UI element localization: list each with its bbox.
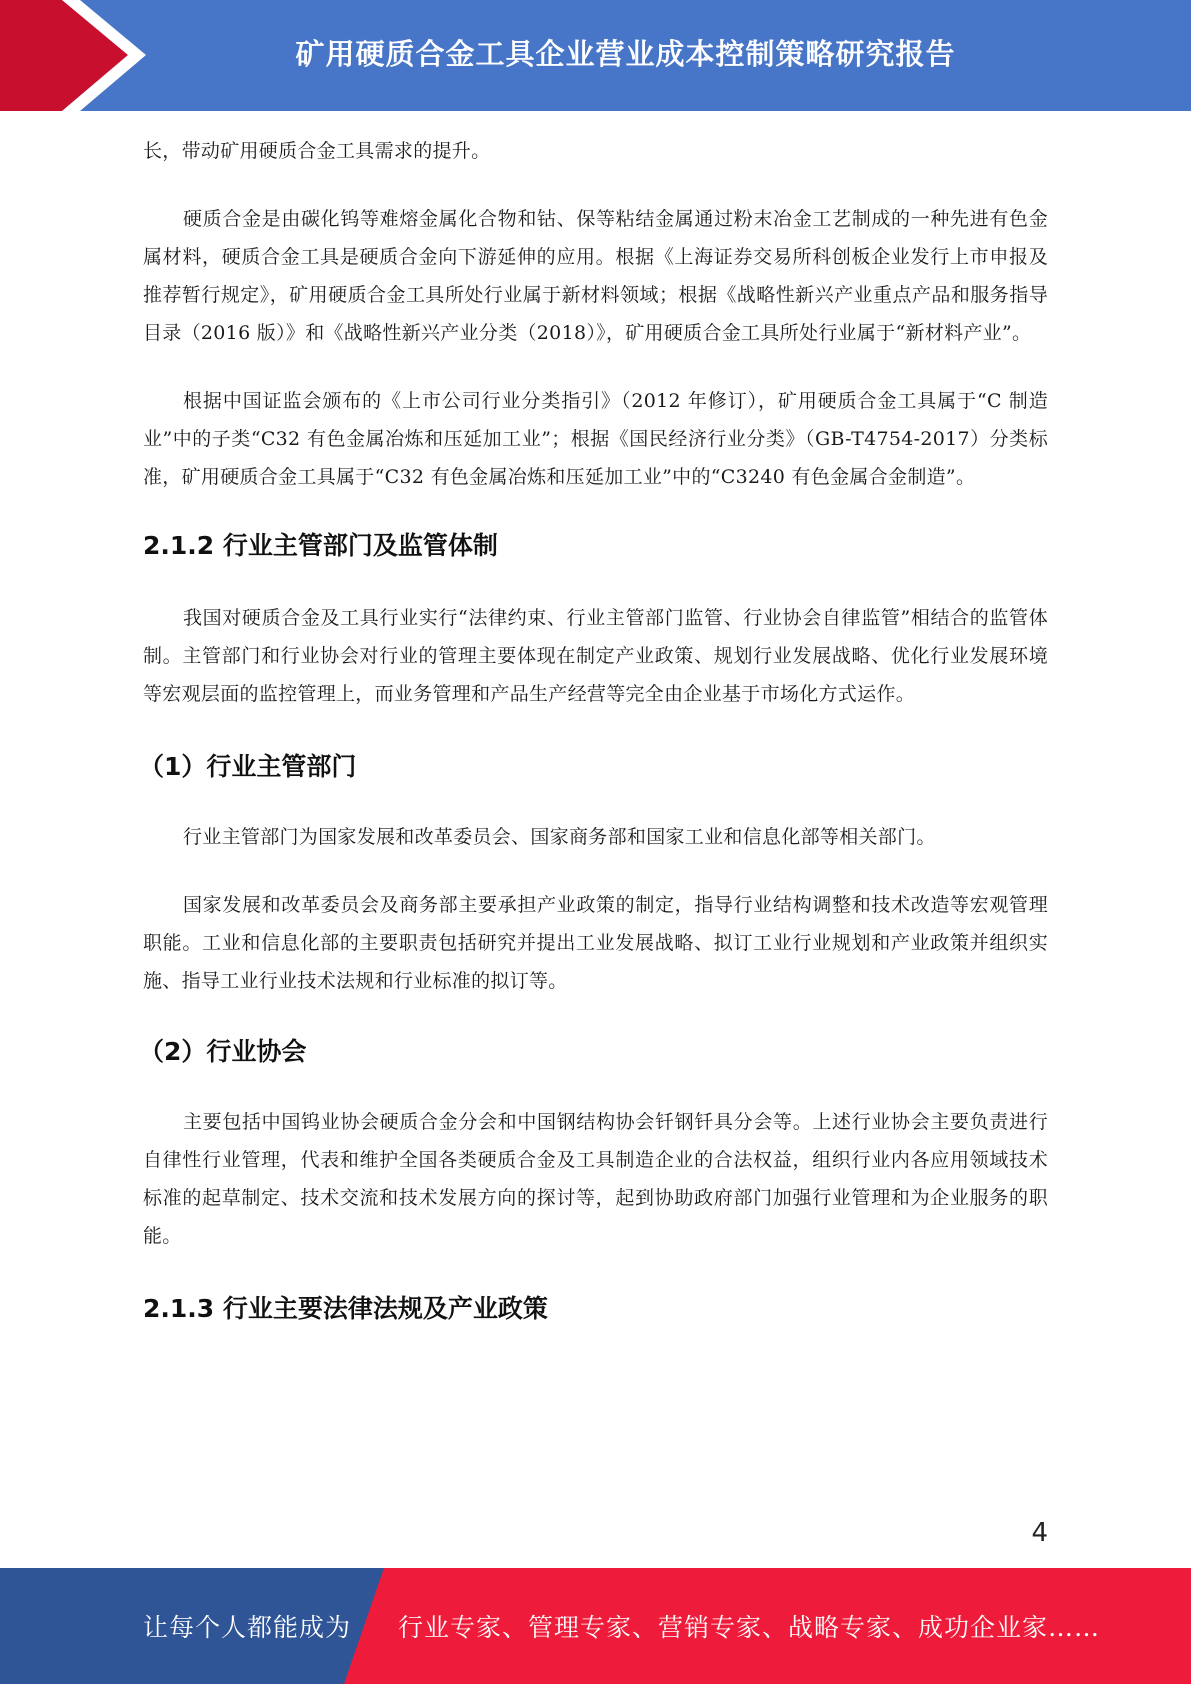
document-body — [139, 132, 1048, 1325]
section-heading-2-1-3: 2.1.3 行业主要法律法规及产业政策 — [143, 1294, 548, 1323]
report-title: 矿用硬质合金工具企业营业成本控制策略研究报告 — [295, 36, 956, 71]
paragraph-authorities: 行业主管部门为国家发展和改革委员会、国家商务部和国家工业和信息化部等相关部门。 — [183, 826, 936, 848]
page-header — [0, 0, 1191, 111]
paragraph-carbide-definition: 硬质合金是由碳化钨等难熔金属化合物和钴、保等粘结金属通过粉末冶金工艺制成的一种先进有色金属材料，硬质合金工具是硬质合金向下游延伸的应用。根据《上海证券交易所科创板企业发行上市申报及推荐暂行规定》，矿用硬质合金工具所处行业属于新材料领域；根据《战略性新兴产业重点产品和服务指导目录（2016 版）》和《战略性新兴产业分类（2018）》，矿用硬质合金工具所处行业属于“新材料产业”。 — [143, 208, 1048, 344]
paragraph-authority-duties: 国家发展和改革委员会及商务部主要承担产业政策的制定，指导行业结构调整和技术改造等宏观管理职能。工业和信息化部的主要职责包括研究并提出工业发展战略、拟订工业行业规划和产业政策并组织实施、指导工业行业技术法规和行业标准的拟订等。 — [143, 894, 1048, 992]
subheading-associations: （2）行业协会 — [139, 1037, 307, 1066]
footer-slogan-right: 行业专家、管理专家、营销专家、战略专家、成功企业家…… — [398, 1613, 1101, 1642]
paragraph-continuation: 长，带动矿用硬质合金工具需求的提升。 — [143, 140, 491, 162]
paragraph-regulatory-system: 我国对硬质合金及工具行业实行“法律约束、行业主管部门监管、行业协会自律监管”相结合的监管体制。主管部门和行业协会对行业的管理主要体现在制定产业政策、规划行业发展战略、优化行业发展环境等宏观层面的监控管理上，而业务管理和产品生产经营等完全由企业基于市场化方式运作。 — [143, 607, 1048, 705]
page-footer — [0, 1568, 1191, 1684]
page-number: 4 — [1031, 1518, 1048, 1548]
paragraph-associations: 主要包括中国钨业协会硬质合金分会和中国钢结构协会钎钢钎具分会等。上述行业协会主要负责进行自律性行业管理，代表和维护全国各类硬质合金及工具制造企业的合法权益，组织行业内各应用领域技术标准的起草制定、技术交流和技术发展方向的探讨等，起到协助政府部门加强行业管理和为企业服务的职能。 — [143, 1111, 1048, 1247]
subheading-authorities: （1）行业主管部门 — [139, 752, 357, 781]
section-heading-2-1-2: 2.1.2 行业主管部门及监管体制 — [143, 531, 498, 560]
paragraph-industry-classification: 根据中国证监会颁布的《上市公司行业分类指引》（2012 年修订），矿用硬质合金工具属于“C 制造业”中的子类“C32 有色金属冶炼和压延加工业”；根据《国民经济行业分类》（GB-T4754-2017）分类标准，矿用硬质合金工具属于“C32 有色金属冶炼和压延加工业”中的“C3240 有色金属合金制造”。 — [143, 390, 1048, 488]
footer-slogan-left: 让每个人都能成为 — [143, 1613, 352, 1642]
